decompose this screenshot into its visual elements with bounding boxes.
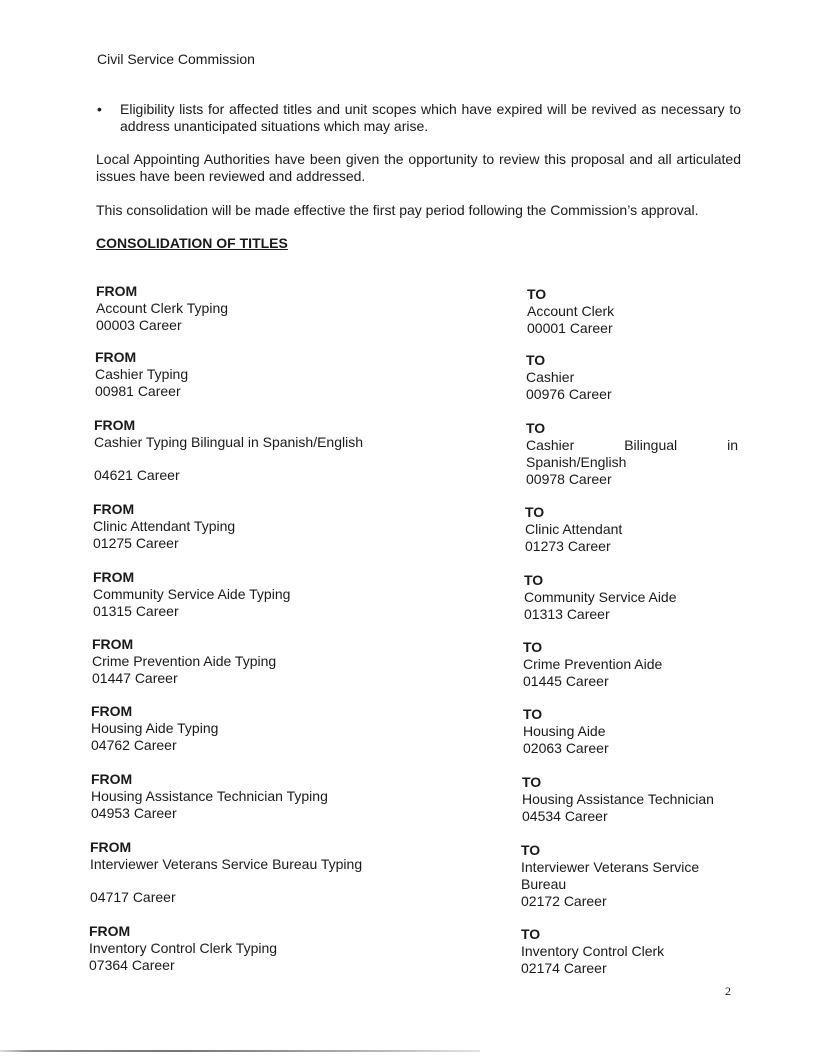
to-title-continued: Spanish/English bbox=[526, 454, 627, 470]
from-code: 07364 Career bbox=[89, 957, 175, 973]
from-label: FROM bbox=[92, 636, 134, 652]
from-title: Crime Prevention Aide Typing bbox=[92, 653, 277, 669]
from-title: Interviewer Veterans Service Bureau Typing bbox=[90, 856, 363, 872]
section-heading: CONSOLIDATION OF TITLES bbox=[96, 235, 288, 251]
to-entry bbox=[523, 639, 814, 690]
to-entry bbox=[521, 842, 814, 910]
to-code: 00978 Career bbox=[526, 471, 612, 487]
to-label: TO bbox=[526, 352, 546, 368]
from-label: FROM bbox=[91, 703, 133, 719]
to-title: Account Clerk bbox=[527, 303, 615, 319]
from-code: 00003 Career bbox=[96, 317, 182, 333]
to-title: Interviewer Veterans Service bbox=[521, 859, 700, 875]
scan-artifact-line bbox=[0, 1050, 480, 1052]
from-entry bbox=[89, 923, 409, 974]
from-entry bbox=[92, 636, 412, 687]
to-entry bbox=[527, 286, 814, 337]
from-code: 04717 Career bbox=[90, 889, 176, 905]
to-title: Inventory Control Clerk bbox=[521, 943, 665, 959]
from-title: Housing Aide Typing bbox=[91, 720, 219, 736]
to-entry bbox=[522, 774, 814, 825]
to-label: TO bbox=[521, 842, 541, 858]
from-entry bbox=[90, 839, 410, 906]
from-entry bbox=[93, 569, 413, 620]
to-title-continued: Bureau bbox=[521, 876, 567, 892]
to-title bbox=[526, 437, 738, 454]
bullet-text: Eligibility lists for affected titles and unit scopes which have expired will be revived as necessary to address unanticipated situations which may arise. bbox=[120, 101, 741, 134]
to-title: Cashier bbox=[526, 369, 575, 385]
from-title: Clinic Attendant Typing bbox=[93, 518, 236, 534]
from-entry bbox=[96, 283, 416, 334]
to-code: 00001 Career bbox=[527, 320, 613, 336]
from-code: 04953 Career bbox=[91, 805, 177, 821]
to-code: 01445 Career bbox=[523, 673, 609, 689]
from-code: 00981 Career bbox=[95, 383, 181, 399]
from-code: 04762 Career bbox=[91, 737, 177, 753]
from-entry bbox=[95, 349, 415, 400]
from-title: Inventory Control Clerk Typing bbox=[89, 940, 278, 956]
to-label: TO bbox=[525, 504, 545, 520]
to-entry bbox=[524, 572, 814, 623]
to-title-word: Bilingual bbox=[624, 437, 678, 453]
to-code: 01273 Career bbox=[525, 538, 611, 554]
from-entry bbox=[91, 703, 411, 754]
to-title-word: in bbox=[727, 437, 738, 453]
from-code: 01447 Career bbox=[92, 670, 178, 686]
from-code: 04621 Career bbox=[94, 467, 180, 483]
to-title: Housing Assistance Technician bbox=[522, 791, 714, 807]
to-entry bbox=[526, 352, 814, 403]
from-title: Account Clerk Typing bbox=[96, 300, 229, 316]
to-code: 01313 Career bbox=[524, 606, 610, 622]
to-label: TO bbox=[523, 706, 543, 722]
to-code: 02174 Career bbox=[521, 960, 607, 976]
to-label: TO bbox=[521, 926, 541, 942]
from-label: FROM bbox=[93, 569, 135, 585]
from-label: FROM bbox=[90, 839, 132, 855]
paragraph-effective-date: This consolidation will be made effective the first pay period following the Commission’s approval. bbox=[96, 202, 699, 218]
to-entry bbox=[521, 926, 814, 977]
to-title-word: Cashier bbox=[526, 437, 575, 453]
to-label: TO bbox=[527, 286, 547, 302]
to-code: 04534 Career bbox=[522, 808, 608, 824]
from-title: Cashier Typing bbox=[95, 366, 189, 382]
to-entry bbox=[525, 504, 814, 555]
to-label: TO bbox=[524, 572, 544, 588]
to-entry bbox=[526, 420, 814, 488]
from-label: FROM bbox=[93, 501, 135, 517]
document-header: Civil Service Commission bbox=[97, 51, 255, 67]
to-code: 02063 Career bbox=[523, 740, 609, 756]
paragraph-review: Local Appointing Authorities have been given the opportunity to review this proposal and all articulated issues have been reviewed and addressed. bbox=[96, 151, 741, 184]
from-title: Community Service Aide Typing bbox=[93, 586, 291, 602]
to-entry bbox=[523, 706, 814, 757]
to-label: TO bbox=[526, 420, 546, 436]
to-code: 00976 Career bbox=[526, 386, 612, 402]
from-title: Cashier Typing Bilingual in Spanish/English bbox=[94, 434, 364, 450]
from-code: 01315 Career bbox=[93, 603, 179, 619]
to-label: TO bbox=[523, 639, 543, 655]
from-entry bbox=[91, 771, 411, 822]
from-label: FROM bbox=[94, 417, 136, 433]
from-entry bbox=[93, 501, 413, 552]
to-title: Crime Prevention Aide bbox=[523, 656, 663, 672]
to-title: Clinic Attendant bbox=[525, 521, 623, 537]
from-label: FROM bbox=[91, 771, 133, 787]
from-title: Housing Assistance Technician Typing bbox=[91, 788, 328, 804]
from-entry bbox=[94, 417, 414, 484]
page-number: 2 bbox=[725, 984, 731, 998]
to-title: Housing Aide bbox=[523, 723, 606, 739]
from-label: FROM bbox=[96, 283, 138, 299]
to-code: 02172 Career bbox=[521, 893, 607, 909]
bullet-item bbox=[97, 101, 741, 135]
to-label: TO bbox=[522, 774, 542, 790]
bullet-icon: • bbox=[97, 101, 102, 117]
from-label: FROM bbox=[89, 923, 131, 939]
from-label: FROM bbox=[95, 349, 137, 365]
from-code: 01275 Career bbox=[93, 535, 179, 551]
to-title: Community Service Aide bbox=[524, 589, 677, 605]
